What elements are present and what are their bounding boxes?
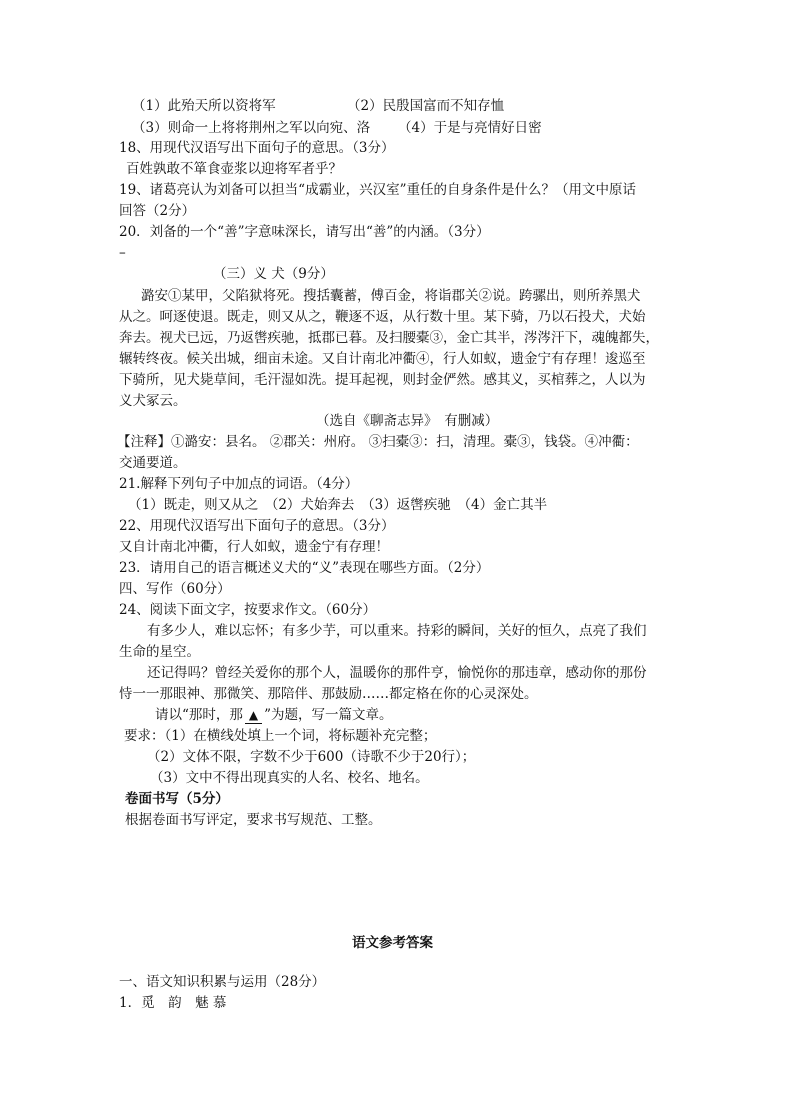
- handwriting-title: 卷面书写（5分）: [125, 791, 229, 807]
- section4-title: 四、写作（60分）: [119, 581, 231, 597]
- passage-line-2: 从之。呵逐使退。既走，则又从之，鞭逐不返，从行数十里。某下骑，乃以石投犬，犬始: [119, 309, 646, 325]
- handwriting-desc: 根据卷面书写评定，要求书写规范、工整。: [125, 812, 382, 828]
- q24-topic: [155, 709, 393, 724]
- q24-topic-after: ”为题，写一篇文章。: [264, 707, 393, 723]
- note-line-2: 交通要道。: [119, 455, 187, 471]
- passage-line-1: 潞安①某甲，父陷狱将死。搜括囊蓄，傅百金，将诣郡关②说。跨骡出，则所养黑犬: [141, 288, 641, 304]
- q24-requirement-1: 要求：（1）在横线处填上一个词，将标题补充完整；: [124, 728, 437, 744]
- q24-topic-blank: [245, 709, 262, 724]
- q24-topic-before: 请以“那时，那: [155, 707, 243, 723]
- note-line-1: 【注释】①潞安：县名。 ②郡关：州府。 ③扫橐③：扫，清理。橐③，钱袋。④冲衢：: [117, 434, 639, 450]
- q24-requirement-3: （3）文中不得出现真实的人名、校名、地名。: [150, 770, 429, 786]
- q24-prompt: 24、阅读下面文字，按要求作文。（60分）: [119, 602, 377, 618]
- q24-para2-line2: 恃一一那眼神、那微笑、那陪伴、那鼓励……都定格在你的心灵深处。: [119, 686, 538, 702]
- passage-line-3: 奔去。视犬已远，乃返辔疾驰，抵郡已暮。及扫腰橐③，金亡其半，涔涔汗下，魂魄都失，: [119, 330, 659, 346]
- q24-requirement-2: （2）文体不限，字数不少于600（诗歌不少于20行）；: [147, 749, 476, 765]
- q18-prompt: 18、用现代汉语写出下面句子的意思。（3分）: [119, 140, 395, 156]
- answers-item-1: 1．觅 韵 魅 慕: [119, 995, 227, 1011]
- q17-item-3: （3）则命一上将将荆州之军以向宛、洛: [132, 120, 371, 136]
- triangle-icon: ▲: [248, 708, 259, 722]
- passage-source: （选自《聊斋志异》 有删减）: [316, 413, 499, 429]
- q18-sentence: 百姓孰敢不箪食壶浆以迎将军者乎？: [126, 161, 342, 177]
- q17-item-2: （2）民殷国富而不知存恤: [347, 98, 505, 114]
- q17-item-1: （1）此殆天所以资将军: [132, 98, 276, 114]
- q23-prompt: 23．请用自己的语言概述义犬的“义”表现在哪些方面。（2分）: [119, 560, 490, 576]
- q21-prompt: 21.解释下列句子中加点的词语。（4分）: [119, 476, 359, 492]
- q22-sentence: 又自计南北冲衢，行人如蚁，遗金宁有存理！: [119, 539, 389, 555]
- q19-prompt-line2: 回答（2分）: [119, 203, 196, 219]
- section3-title: （三）义 犬（9分）: [213, 266, 334, 282]
- answers-section1: 一、语文知识积累与运用（28分）: [119, 974, 326, 990]
- passage-line-5: 下骑所，见犬毙草间，毛汗湿如洗。提耳起视，则封金俨然。感其义，买棺葬之，人以为: [119, 372, 646, 388]
- q24-para1-line1: 有多少人，难以忘怀；有多少芋，可以重来。持彩的瞬间，关好的恒久，点亮了我们: [147, 623, 647, 639]
- passage-line-4: 辗转终夜。候关出城，细亩未途。又自计南北冲衢④，行人如蚁，遗金宁有存理！逡巡至: [119, 351, 646, 367]
- q20-dash: –: [119, 245, 126, 261]
- q24-para1-line2: 生命的星空。: [119, 644, 200, 660]
- answers-title: 语文参考答案: [352, 935, 433, 951]
- q21-items: （1）既走，则又从之 （2）犬始奔去 （3）返辔疾驰 （4）金亡其半: [128, 497, 548, 513]
- q19-prompt-line1: 19、诸葛亮认为刘备可以担当“成霸业，兴汉室”重任的自身条件是什么？（用文中原话: [119, 182, 636, 198]
- q20-prompt: 20．刘备的一个“善”字意味深长，请写出“善”的内涵。（3分）: [119, 224, 490, 240]
- q17-item-4: （4）于是与亮情好日密: [398, 120, 542, 136]
- q24-para2-line1: 还记得吗？曾经关爱你的那个人，温暖你的那件亨，愉悦你的那违章，感动你的那份: [147, 665, 647, 681]
- q22-prompt: 22、用现代汉语写出下面句子的意思。（3分）: [119, 518, 395, 534]
- passage-line-6: 义犬冢云。: [119, 393, 187, 409]
